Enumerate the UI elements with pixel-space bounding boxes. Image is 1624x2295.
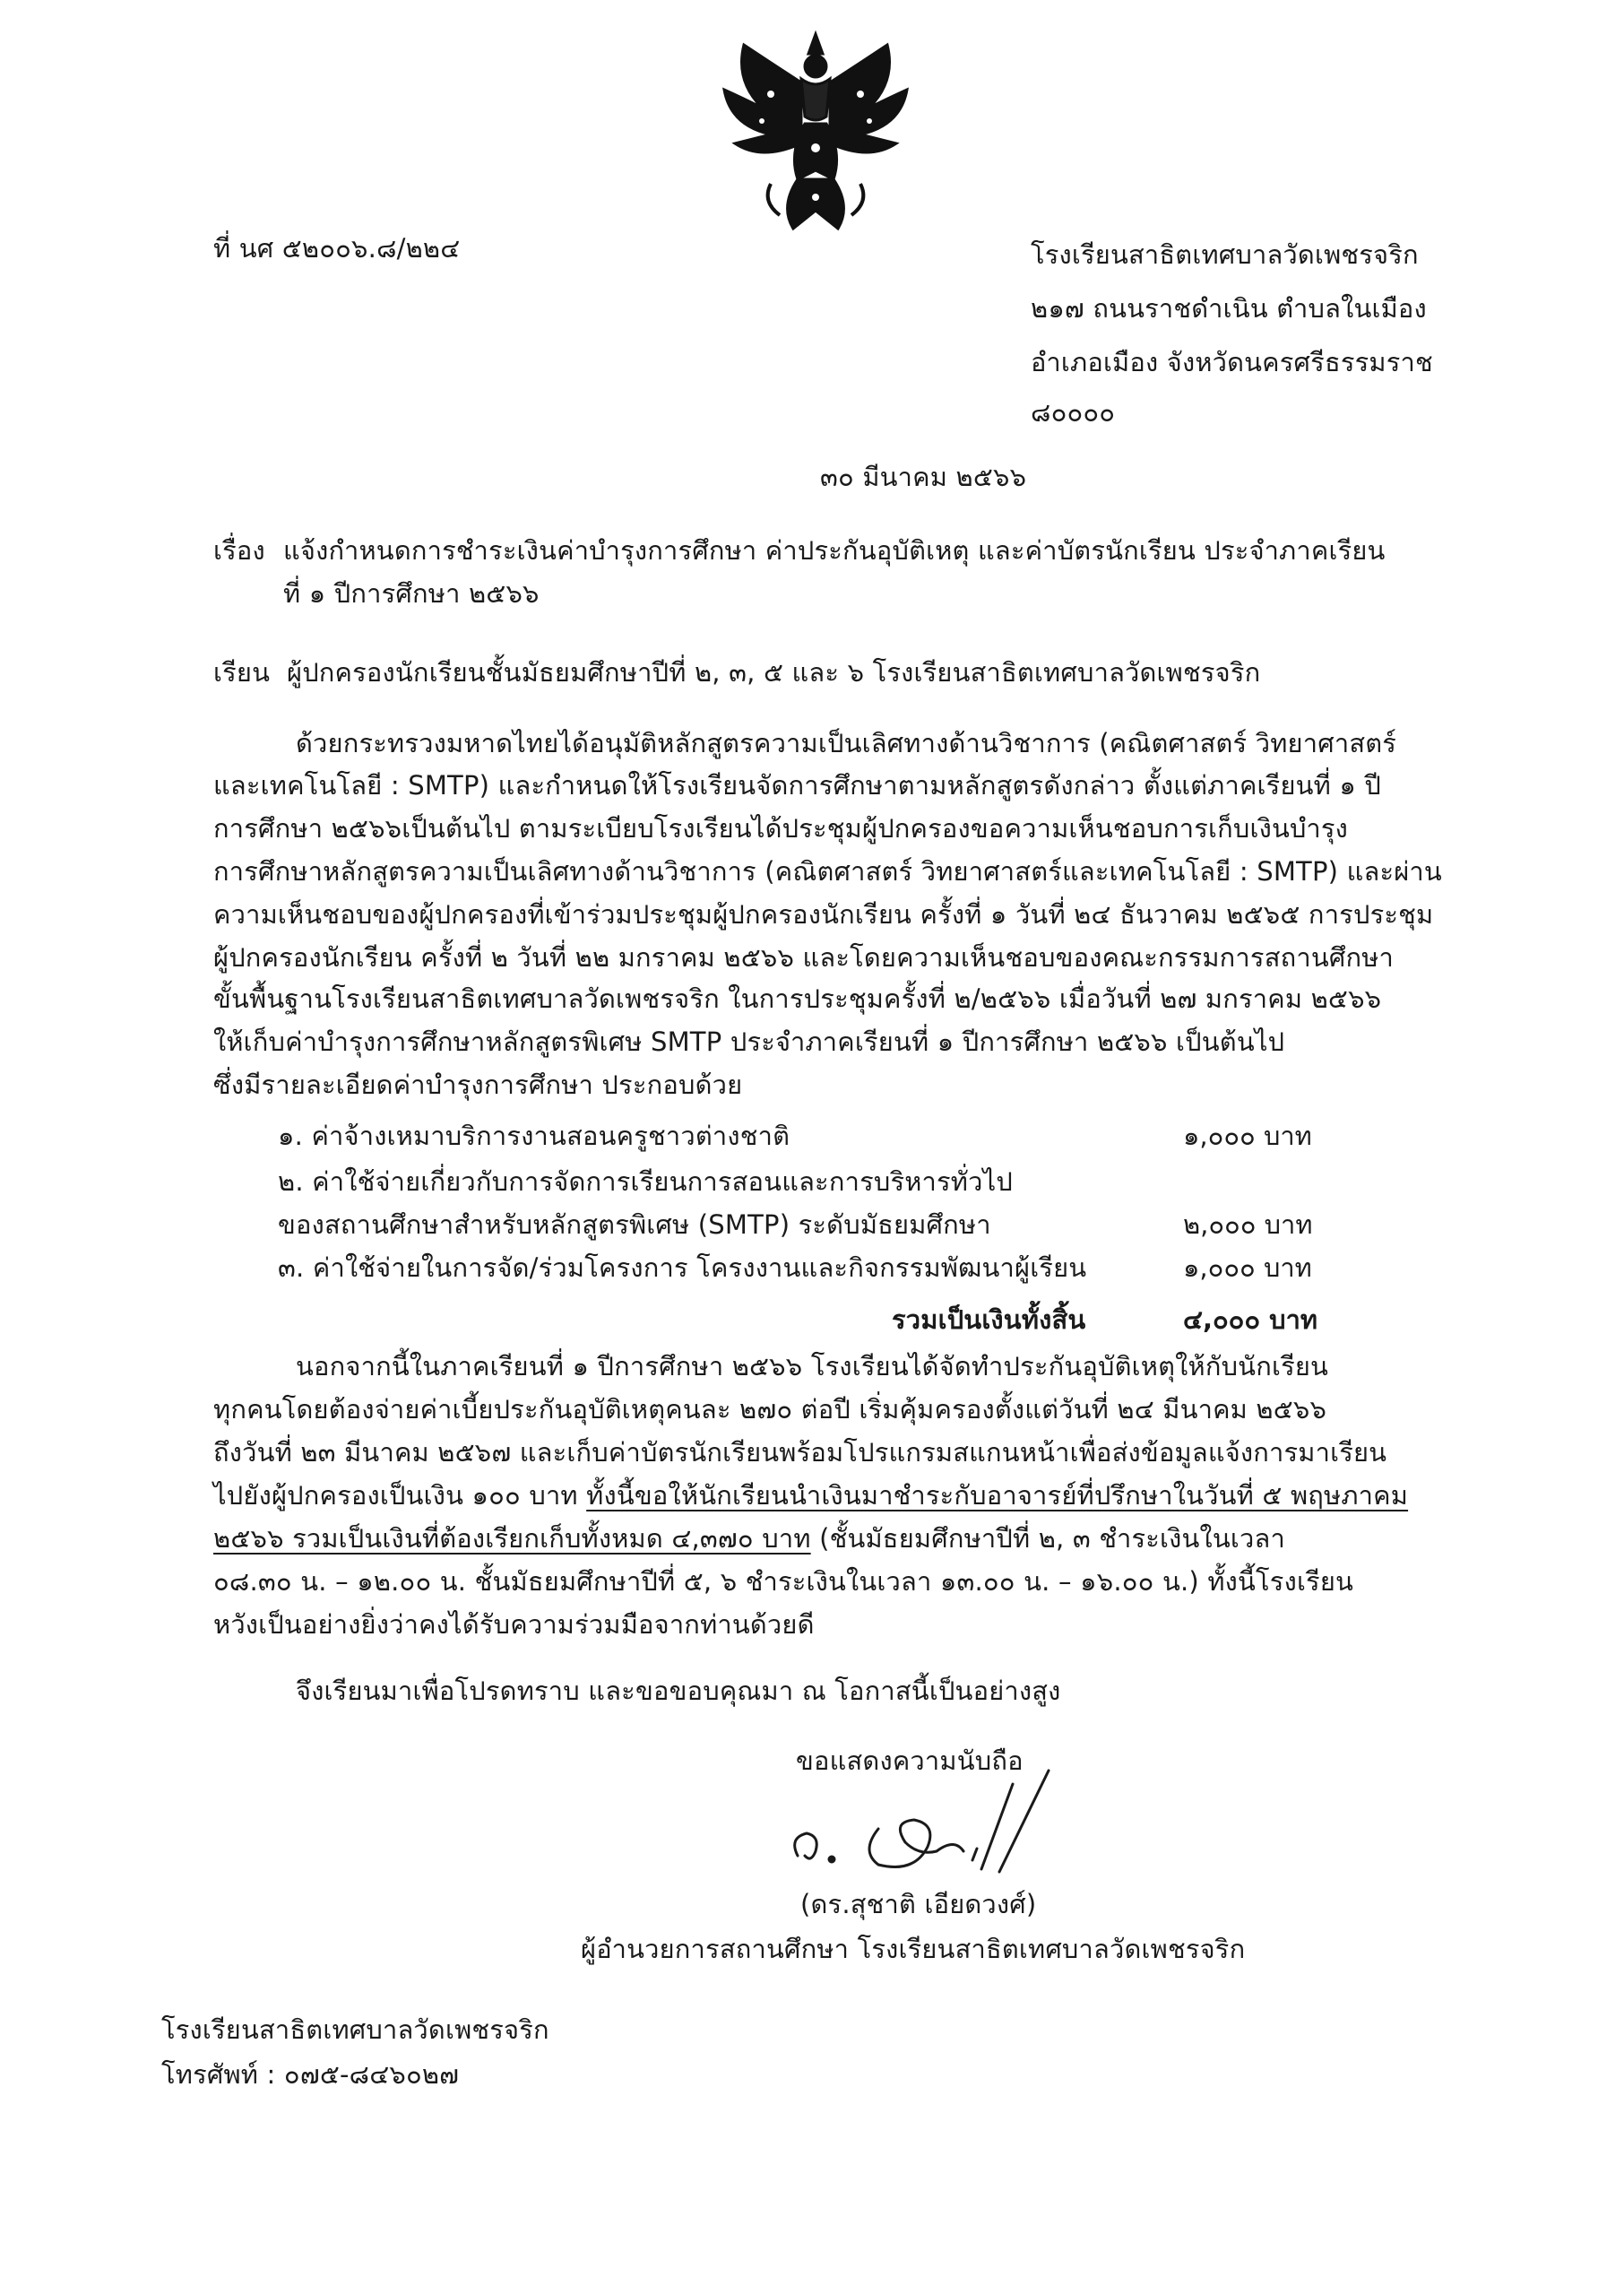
para2-line (213, 1474, 1408, 1517)
signature-salutation: ขอแสดงความนับถือ (796, 1745, 1024, 1776)
para2-line: นอกจากนี้ในภาคเรียนที่ ๑ ปีการศึกษา ๒๕๖๖ โรงเรียนได้จัดทำประกันอุบัติเหตุให้กับนักเรียน (296, 1351, 1329, 1381)
para1-line: และเทคโนโลยี : SMTP) และกำหนดให้โรงเรียนจัดการศึกษาตามหลักสูตรดังกล่าว ตั้งแต่ภาคเรียนที่ ๑ ปี (213, 770, 1382, 801)
address-line-3: อำเภอเมือง จังหวัดนครศรีธรรมราช (1031, 347, 1433, 377)
fee-item-3-amount: ๑,๐๐๐ บาท (1183, 1252, 1312, 1283)
total-due-underlined: ๒๕๖๖ รวมเป็นเงินที่ต้องเรียกเก็บทั้งหมด ๔,๓๗๐ บาท (213, 1523, 811, 1554)
para1-line: ผู้ปกครองนักเรียน ครั้งที่ ๒ วันที่ ๒๒ มกราคม ๒๕๖๖ และโดยความเห็นชอบของคณะกรรมการสถานศึกษา (213, 942, 1395, 973)
para2-line (213, 1517, 1285, 1560)
subject-label: เรื่อง (213, 535, 265, 566)
handwritten-signature-icon (780, 1766, 1102, 1883)
footer-school: โรงเรียนสาธิตเทศบาลวัดเพชรจริก (161, 2014, 549, 2045)
subject-line-2: ที่ ๑ ปีการศึกษา ๒๕๖๖ (283, 578, 540, 609)
signatory-name: (ดร.สุชาติ เอียดวงศ์) (800, 1889, 1037, 1919)
fee-item-2-label: ๒. ค่าใช้จ่ายเกี่ยวกับการจัดการเรียนการสอนและการบริหารทั่วไป (278, 1166, 1014, 1197)
total-label: รวมเป็นเงินทั้งสิ้น (892, 1304, 1086, 1335)
para1-line: ความเห็นชอบของผู้ปกครองที่เข้าร่วมประชุมผู้ปกครองนักเรียน ครั้งที่ ๑ วันที่ ๒๔ ธันวาคม ๒๕๖๕ การประชุม (213, 899, 1434, 930)
para2-line: ๐๘.๓๐ น. – ๑๒.๐๐ น. ชั้นมัธยมศึกษาปีที่ ๕, ๖ ชำระเงินในเวลา ๑๓.๐๐ น. – ๑๖.๐๐ น.) ทั้งนี้โรงเรียน (213, 1566, 1354, 1597)
recipient-text: ผู้ปกครองนักเรียนชั้นมัธยมศึกษาปีที่ ๒, ๓, ๕ และ ๖ โรงเรียนสาธิตเทศบาลวัดเพชรจริก (287, 657, 1261, 688)
reference-number: ที่ นศ ๕๒๐๐๖.๘/๒๒๔ (213, 233, 461, 264)
footer-phone: โทรศัพท์ : ๐๗๕-๘๔๖๐๒๗ (161, 2059, 460, 2090)
address-postcode: ๘๐๐๐๐ (1031, 397, 1116, 428)
letter-date: ๓๐ มีนาคม ๒๕๖๖ (820, 462, 1027, 492)
subject-line-1: แจ้งกำหนดการชำระเงินค่าบำรุงการศึกษา ค่าประกันอุบัติเหตุ และค่าบัตรนักเรียน ประจำภาคเรียน (283, 535, 1386, 566)
para2-plain-text: ไปยังผู้ปกครองเป็นเงิน ๑๐๐ บาท (213, 1480, 587, 1511)
fee-item-3-label: ๓. ค่าใช้จ่ายในการจัด/ร่วมโครงการ โครงงานและกิจกรรมพัฒนาผู้เรียน (278, 1252, 1087, 1283)
para1-line: การศึกษา ๒๕๖๖เป็นต้นไป ตามระเบียบโรงเรียนได้ประชุมผู้ปกครองขอความเห็นชอบการเก็บเงินบำรุง (213, 813, 1349, 844)
fee-item-2-amount: ๒,๐๐๐ บาท (1183, 1209, 1313, 1240)
fee-item-2-label-cont: ของสถานศึกษาสำหรับหลักสูตรพิเศษ (SMTP) ระดับมัธยมศึกษา (278, 1209, 991, 1240)
address-line-1: โรงเรียนสาธิตเทศบาลวัดเพชรจริก (1031, 239, 1419, 270)
payment-deadline-underlined: ทั้งนี้ขอให้นักเรียนนำเงินมาชำระกับอาจารย์ที่ปรึกษาในวันที่ ๕ พฤษภาคม (586, 1480, 1409, 1511)
para1-line: ให้เก็บค่าบำรุงการศึกษาหลักสูตรพิเศษ SMTP ประจำภาคเรียนที่ ๑ ปีการศึกษา ๒๕๖๖ เป็นต้นไป (213, 1026, 1285, 1057)
address-line-2: ๒๑๗ ถนนราชดำเนิน ตำบลในเมือง (1031, 293, 1427, 324)
para2-line: ทุกคนโดยต้องจ่ายค่าเบี้ยประกันอุบัติเหตุคนละ ๒๗๐ ต่อปี เริ่มคุ้มครองตั้งแต่วันที่ ๒๔ มีนาคม ๒๕๖๖ (213, 1394, 1327, 1425)
para1-line: ด้วยกระทรวงมหาดไทยได้อนุมัติหลักสูตรความเป็นเลิศทางด้านวิชาการ (คณิตศาสตร์ วิทยาศาสตร์ (296, 728, 1397, 758)
recipient-label: เรียน (213, 657, 271, 688)
fee-item-1-amount: ๑,๐๐๐ บาท (1183, 1121, 1312, 1151)
para2-line: ถึงวันที่ ๒๓ มีนาคม ๒๕๖๗ และเก็บค่าบัตรนักเรียนพร้อมโปรแกรมสแกนหน้าเพื่อส่งข้อมูลแจ้งการมาเรียน (213, 1437, 1387, 1468)
para1-line: ขั้นพื้นฐานโรงเรียนสาธิตเทศบาลวัดเพชรจริก ในการประชุมครั้งที่ ๒/๒๕๖๖ เมื่อวันที่ ๒๗ มกราคม ๒๕๖๖ (213, 983, 1382, 1014)
para1-line: การศึกษาหลักสูตรความเป็นเลิศทางด้านวิชาการ (คณิตศาสตร์ วิทยาศาสตร์และเทคโนโลยี : SMTP) และผ่าน (213, 856, 1442, 887)
para1-line: ซึ่งมีรายละเอียดค่าบำรุงการศึกษา ประกอบด้วย (213, 1070, 743, 1100)
fee-item-1-label: ๑. ค่าจ้างเหมาบริการงานสอนครูชาวต่างชาติ (278, 1121, 790, 1151)
closing-line: จึงเรียนมาเพื่อโปรดทราบ และขอขอบคุณมา ณ โอกาสนี้เป็นอย่างสูง (296, 1676, 1061, 1706)
para2-line: หวังเป็นอย่างยิ่งว่าคงได้รับความร่วมมือจากท่านด้วยดี (213, 1609, 815, 1640)
garuda-emblem-icon (708, 27, 923, 238)
total-amount: ๔,๐๐๐ บาท (1183, 1304, 1317, 1335)
signatory-position: ผู้อำนวยการสถานศึกษา โรงเรียนสาธิตเทศบาลวัดเพชรจริก (581, 1934, 1246, 1964)
para2-plain-text: (ชั้นมัธยมศึกษาปีที่ ๒, ๓ ชำระเงินในเวลา (810, 1523, 1285, 1554)
